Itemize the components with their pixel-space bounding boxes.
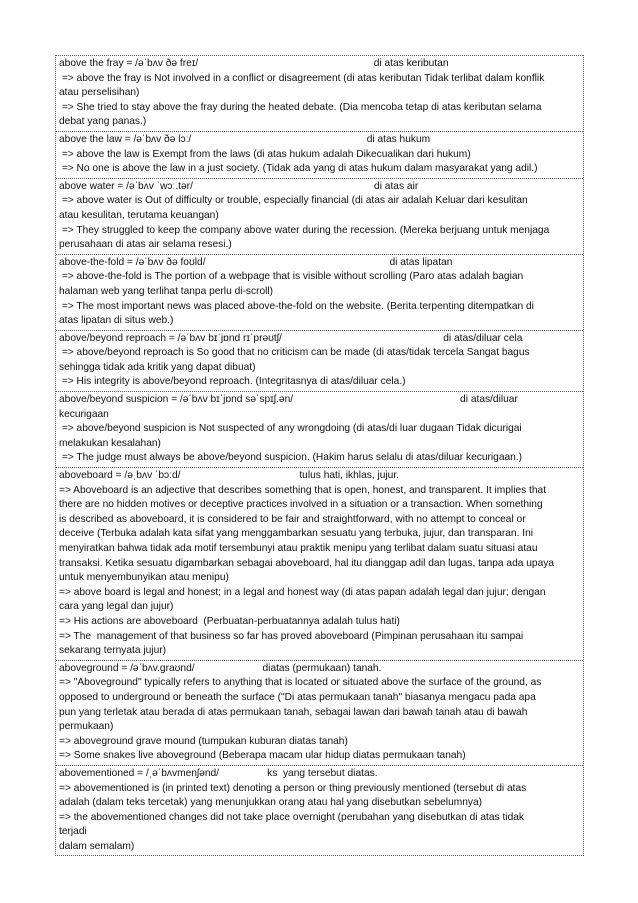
entry-text-line: => aboveground grave mound (tumpukan kuburan diatas tanah) xyxy=(59,735,348,747)
entry-text-line: transaksi. Ketika sesuatu digambarkan sebagai aboveboard, hal itu dianggap adil dan lugas, tanpa ada upaya xyxy=(59,557,555,569)
entry-text-line: => above-the-fold is The portion of a webpage that is visible without scrolling (Paro atas adalah bagian xyxy=(59,271,524,283)
entry-text-line: => His integrity is above/beyond reproach. (Integritasnya di atas/diluar cela.) xyxy=(59,376,406,388)
entry-headword-line: above the law = /əˈbʌv ðə lɔː/ di atas hukum xyxy=(59,133,431,145)
entry-text-line: terjadi xyxy=(59,826,87,838)
entry-text-line: untuk menyembunyikan atau menipu) xyxy=(59,572,229,584)
entry-headword-line: above water = /əˈbʌv ˈwɔː.tər/ di atas air xyxy=(59,180,419,192)
entry-text-line: => above/beyond suspicion is Not suspected of any wrongdoing (di atas/di luar dugaan Tidak dicurigai xyxy=(59,423,522,435)
vocabulary-entry xyxy=(56,660,583,765)
entry-headword-line: aboveboard = /əˌbʌv ˈbɔːd/ tulus hati, ikhlas, jujur. xyxy=(59,470,400,482)
entry-text-line: dalam semalam) xyxy=(59,840,135,852)
entry-headword-line: abovementioned = /ˌəˈbʌvmenʃənd/ ks yang tersebut diatas. xyxy=(59,767,378,779)
entry-text-line: atau kesulitan, terutama keuangan) xyxy=(59,209,219,221)
entry-text-line: => They struggled to keep the company above water during the recession. (Mereka berjuang untuk menjaga xyxy=(59,224,550,236)
entry-headword-line: above the fray = /əˈbʌv ðə freɪ/ di atas keributan xyxy=(59,58,449,69)
entry-text-line: => above the fray is Not involved in a conflict or disagreement (di atas keributan Tidak terlibat dalam konflik xyxy=(59,72,545,84)
entry-text-line: => abovementioned is (in printed text) denoting a person or thing previously mentioned (tersebut di atas xyxy=(59,782,527,794)
entry-text-line: => No one is above the law in a just society. (Tidak ada yang di atas hukum dalam masyarakat yang adil.) xyxy=(59,163,538,175)
entry-text-line: halaman web yang terlihat tanpa perlu di-scroll) xyxy=(59,285,274,297)
entry-text-line: atas lipatan di situs web.) xyxy=(59,315,174,327)
entry-text-line: => above board is legal and honest; in a legal and honest way (di atas papan adalah legal dan jujur; dengan xyxy=(59,586,546,598)
entry-text-line: atau perselisihan) xyxy=(59,87,140,99)
entry-text-line: pun yang terletak atau berada di atas permukaan tanah, sebagai lawan dari bawah tanah atau di bawah xyxy=(59,706,528,718)
entry-text-line: => She tried to stay above the fray during the heated debate. (Dia mencoba tetap di atas keributan selama xyxy=(59,101,542,113)
entry-text-line: is described as aboveboard, it is considered to be fair and straightforward, with no attempt to conceal or xyxy=(59,513,526,525)
vocabulary-entry xyxy=(56,330,583,391)
entry-text-line: => Some snakes live aboveground (Beberapa macam ular hidup diatas permukaan tanah) xyxy=(59,750,466,762)
entry-text-line: sekarang ternyata jujur) xyxy=(59,645,167,657)
entry-text-line: there are no hidden motives or deceptive practices involved in a situation or a transaction. When something xyxy=(59,499,543,511)
entry-text-line: => The most important news was placed above-the-fold on the website. (Berita terpenting ditempatkan di xyxy=(59,300,534,312)
entry-text-line: deceive (Terbuka adalah kata sifat yang menggambarkan sesuatu yang terbuka, jujur, dan transparan. Ini xyxy=(59,528,534,540)
entry-headword-line: aboveground = /əˈbʌv.graʊnd/ diatas (permukaan) tanah. xyxy=(59,662,382,674)
vocabulary-entry xyxy=(56,131,583,178)
vocabulary-entry xyxy=(56,55,583,131)
entry-text-line: => "Aboveground" typically refers to anything that is located or situated above the surface of the ground, as xyxy=(59,677,542,689)
entry-text-line: => the abovementioned changes did not take place overnight (perubahan yang disebutkan di atas tidak xyxy=(59,811,524,823)
entry-text-line: kecurigaan xyxy=(59,408,109,420)
entry-text-line: => above the law is Exempt from the laws (di atas hukum adalah Dikecualikan dari hukum) xyxy=(59,148,471,160)
entry-text-line: debat yang panas.) xyxy=(59,116,147,128)
entry-text-line: => above water is Out of difficulty or trouble, especially financial (di atas air adalah Keluar dari kesulitan xyxy=(59,195,528,207)
entry-headword-line: above/beyond reproach = /əˈbʌv bɪˈjɒnd rɪˈprəʊtʃ/ di atas/diluar cela xyxy=(59,332,523,344)
entry-text-line: => His actions are aboveboard (Perbuatan-perbuatannya adalah tulus hati) xyxy=(59,615,400,627)
vocabulary-document xyxy=(55,55,584,856)
entry-text-line: perusahaan di atas air selama resesi.) xyxy=(59,239,232,251)
entry-text-line: adalah (dalam teks tercetak) yang menunjukkan orang atau hal yang disebutkan sebelumnya) xyxy=(59,797,483,809)
entry-text-line: menyiratkan bahwa tidak ada motif tersembunyi atau praktik menipu yang terlibat dalam suatu situasi atau xyxy=(59,543,538,554)
entry-text-line: sehingga tidak ada kritik yang dapat dibuat) xyxy=(59,361,256,373)
vocabulary-entry xyxy=(56,391,583,467)
entry-text-line: permukaan) xyxy=(59,721,114,733)
entry-text-line: => The judge must always be above/beyond suspicion. (Hakim harus selalu di atas/diluar kecurigaan.) xyxy=(59,452,523,464)
vocabulary-entry xyxy=(56,765,583,856)
entry-text-line: => above/beyond reproach is So good that no criticism can be made (di atas/tidak tercela Sangat bagus xyxy=(59,347,530,359)
vocabulary-entry xyxy=(56,254,583,330)
entry-headword-line: above/beyond suspicion = /əˈbʌv bɪˈjɒnd səˈspɪʃ.ən/ di atas/diluar xyxy=(59,394,518,406)
entry-text-line: melakukan kesalahan) xyxy=(59,437,161,449)
entry-text-line: cara yang legal dan jujur) xyxy=(59,601,174,613)
entry-text-line: => The management of that business so far has proved aboveboard (Pimpinan perusahaan itu sampai xyxy=(59,630,524,642)
entry-text-line: opposed to underground or beneath the surface ("Di atas permukaan tanah" biasanya mengacu pada apa xyxy=(59,691,536,703)
entry-text-line: => Aboveboard is an adjective that describes something that is open, honest, and transparent. It implies that xyxy=(59,484,547,496)
vocabulary-entry xyxy=(56,467,583,660)
entry-headword-line: above-the-fold = /əˈbʌv ðə foʊld/ di atas lipatan xyxy=(59,256,453,268)
vocabulary-entry xyxy=(56,178,583,254)
